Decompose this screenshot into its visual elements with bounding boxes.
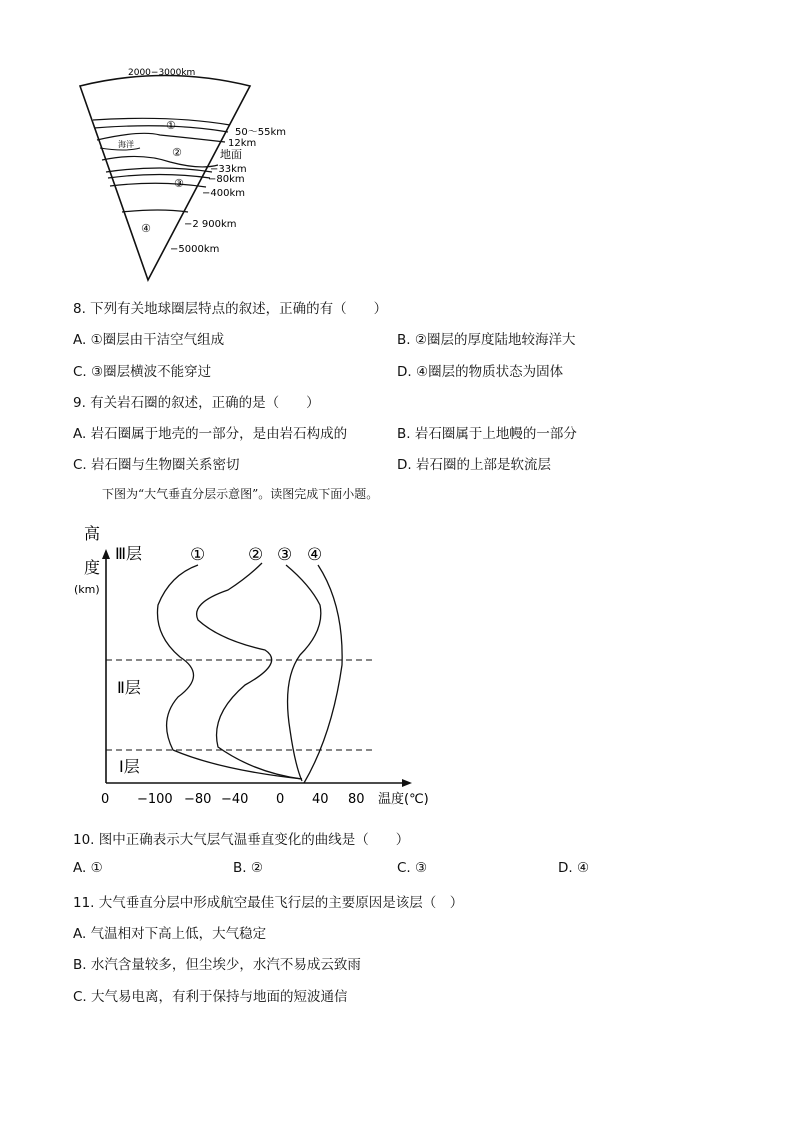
label-ocean: 海洋 bbox=[118, 140, 134, 149]
boundary-lithosphere bbox=[106, 168, 212, 172]
question-10-option-a[interactable]: A. ① bbox=[73, 860, 103, 876]
question-9-option-a[interactable]: A. 岩石圈属于地壳的一部分，是由岩石构成的 bbox=[73, 426, 348, 442]
boundary-400 bbox=[110, 183, 206, 187]
boundary-gutenberg bbox=[122, 210, 188, 212]
question-8-option-b[interactable]: B. ②圈层的厚度陆地较海洋大 bbox=[397, 332, 576, 348]
x-tick-40: 40 bbox=[312, 792, 329, 807]
label-circle-2: ② bbox=[172, 146, 182, 159]
layer-1-label: Ⅰ层 bbox=[119, 757, 140, 776]
question-8-option-c[interactable]: C. ③圈层横波不能穿过 bbox=[73, 364, 212, 380]
label-top-distance: 2000−3000km bbox=[128, 68, 196, 78]
question-9-option-c[interactable]: C. 岩石圈与生物圈关系密切 bbox=[73, 457, 240, 473]
x-tick-zero: 0 bbox=[276, 792, 285, 807]
label-minus-2900km: −2 900km bbox=[184, 219, 237, 230]
layer-2-label: Ⅱ层 bbox=[117, 678, 141, 697]
boundary-moho bbox=[102, 156, 218, 166]
boundary-ground bbox=[97, 133, 225, 142]
earth-structure-diagram bbox=[60, 60, 320, 285]
x-axis-label: 温度(℃) bbox=[378, 792, 429, 807]
curve-1 bbox=[157, 565, 302, 779]
y-label-high: 高 bbox=[84, 524, 101, 543]
atmosphere-layer-diagram bbox=[70, 515, 460, 810]
question-10-option-c[interactable]: C. ③ bbox=[397, 860, 428, 876]
label-circle-3: ③ bbox=[174, 177, 184, 190]
label-ground: 地面 bbox=[220, 148, 242, 161]
x-tick-minus-100: −100 bbox=[137, 792, 173, 807]
y-label-degree: 度 bbox=[84, 558, 101, 577]
question-11-option-c[interactable]: C. 大气易电离，有利于保持与地面的短波通信 bbox=[73, 989, 348, 1005]
y-unit: (km) bbox=[74, 583, 100, 596]
boundary-atmosphere-top bbox=[93, 118, 230, 125]
question-9-option-b[interactable]: B. 岩石圈属于上地幔的一部分 bbox=[397, 426, 577, 442]
x-tick-minus-80: −80 bbox=[184, 792, 212, 807]
boundary-asthenosphere bbox=[108, 175, 210, 179]
question-9-stem: 9. 有关岩石圈的叙述，正确的是（ ） bbox=[73, 395, 320, 411]
curve-3 bbox=[286, 565, 321, 781]
label-minus-5000km: −5000km bbox=[170, 244, 220, 255]
question-8-option-a[interactable]: A. ①圈层由干洁空气组成 bbox=[73, 332, 225, 348]
question-10-option-b[interactable]: B. ② bbox=[233, 860, 263, 876]
x-axis-arrow bbox=[402, 779, 412, 787]
label-50-55km: 50～55km bbox=[235, 127, 286, 138]
x-tick-80: 80 bbox=[348, 792, 365, 807]
label-minus-400km: −400km bbox=[202, 188, 245, 199]
question-10-stem: 10. 图中正确表示大气层气温垂直变化的曲线是（ ） bbox=[73, 832, 410, 848]
question-10-option-d[interactable]: D. ④ bbox=[558, 860, 590, 876]
question-8-stem: 8. 下列有关地球圈层特点的叙述，正确的有（ ） bbox=[73, 301, 388, 317]
question-11-stem: 11. 大气垂直分层中形成航空最佳飞行层的主要原因是该层（ ） bbox=[73, 895, 464, 911]
label-12km: 12km bbox=[228, 138, 257, 149]
curve-1-label: ① bbox=[190, 545, 206, 565]
x-tick-origin: 0 bbox=[101, 792, 110, 807]
curve-4-label: ④ bbox=[307, 545, 323, 565]
layer-3-label: Ⅲ层 bbox=[115, 544, 143, 563]
curve-2-label: ② bbox=[248, 545, 264, 565]
label-circle-1: ① bbox=[166, 119, 176, 132]
question-8-option-d[interactable]: D. ④圈层的物质状态为固体 bbox=[397, 364, 564, 380]
label-minus-80km: −80km bbox=[208, 174, 245, 185]
curve-2 bbox=[197, 563, 302, 779]
atmosphere-intro: 下图为“大气垂直分层示意图”。读图完成下面小题。 bbox=[102, 487, 379, 501]
question-9-option-d[interactable]: D. 岩石圈的上部是软流层 bbox=[397, 457, 551, 473]
curve-3-label: ③ bbox=[277, 545, 293, 565]
label-circle-4: ④ bbox=[141, 222, 151, 235]
question-11-option-b[interactable]: B. 水汽含量较多，但尘埃少，水汽不易成云致雨 bbox=[73, 957, 361, 973]
x-tick-minus-40: −40 bbox=[221, 792, 249, 807]
question-11-option-a[interactable]: A. 气温相对下高上低，大气稳定 bbox=[73, 926, 267, 942]
boundary-ozone bbox=[94, 126, 228, 132]
label-minus-33km: −33km bbox=[210, 164, 247, 175]
y-axis-arrow bbox=[102, 549, 110, 559]
